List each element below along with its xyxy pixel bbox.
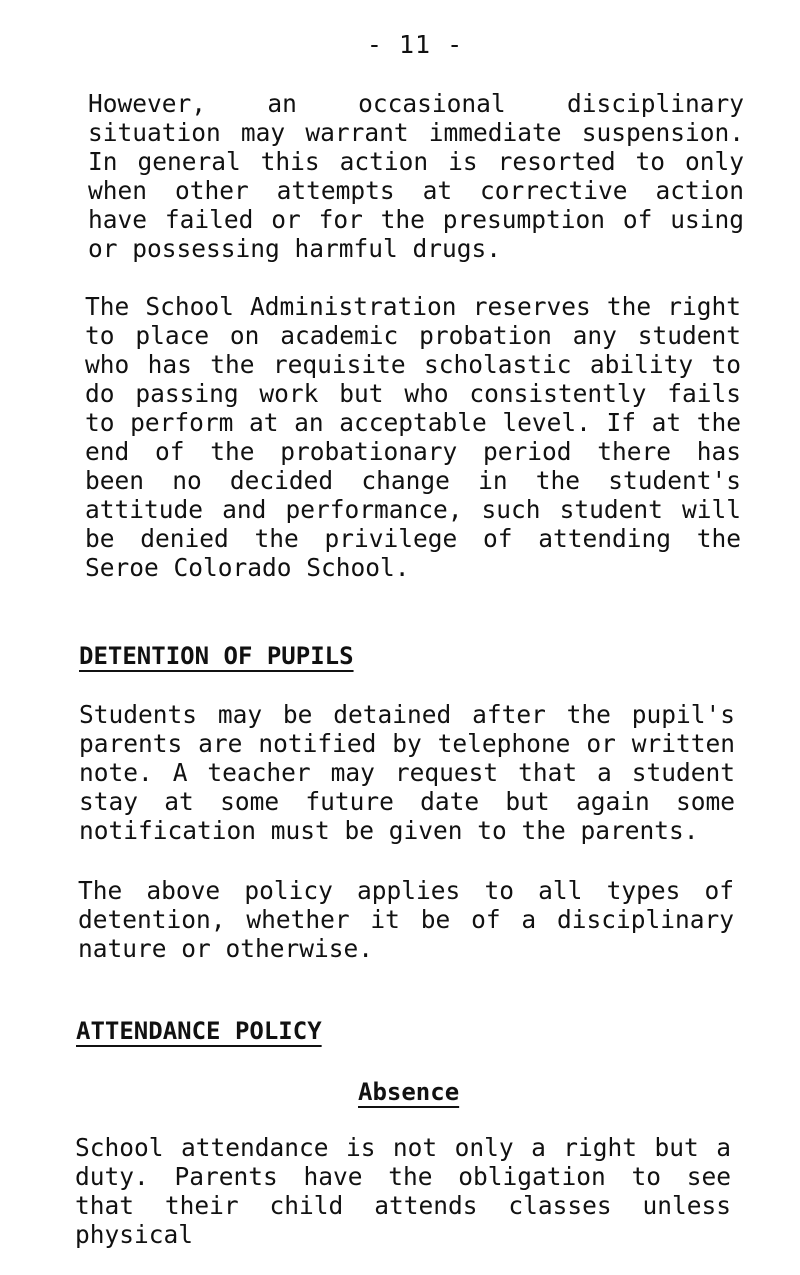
detention-policy-paragraph: The above policy applies to all types of detention, whether it be of a disciplinary nature or otherwise. bbox=[78, 876, 734, 963]
detention-heading: DETENTION OF PUPILS bbox=[79, 642, 354, 670]
suspension-paragraph: However, an occasional disciplinary situation may warrant immediate suspension. In general this action is resorted to only when other attempts at corrective action have failed or for the presumption of using or possessing harmful drugs. bbox=[88, 89, 744, 263]
attendance-heading: ATTENDANCE POLICY bbox=[76, 1017, 322, 1045]
attendance-paragraph: School attendance is not only a right but a duty. Parents have the obligation to see that their child attends classes unless physical bbox=[75, 1133, 731, 1249]
detention-paragraph: Students may be detained after the pupil's parents are notified by telephone or written note. A teacher may request that a student stay at some future date but again some notification must be given to the parents. bbox=[79, 700, 735, 845]
probation-paragraph: The School Administration reserves the right to place on academic probation any student who has the requisite scholastic ability to do passing work but who consistently fails to perform at an acceptable level. If at the end of the probationary period there has been no decided change in the student's attitude and performance, such student will be denied the privilege of attending the Seroe Colorado School. bbox=[85, 292, 741, 582]
page-number: - 11 - bbox=[366, 30, 464, 59]
absence-subheading: Absence bbox=[358, 1078, 460, 1106]
